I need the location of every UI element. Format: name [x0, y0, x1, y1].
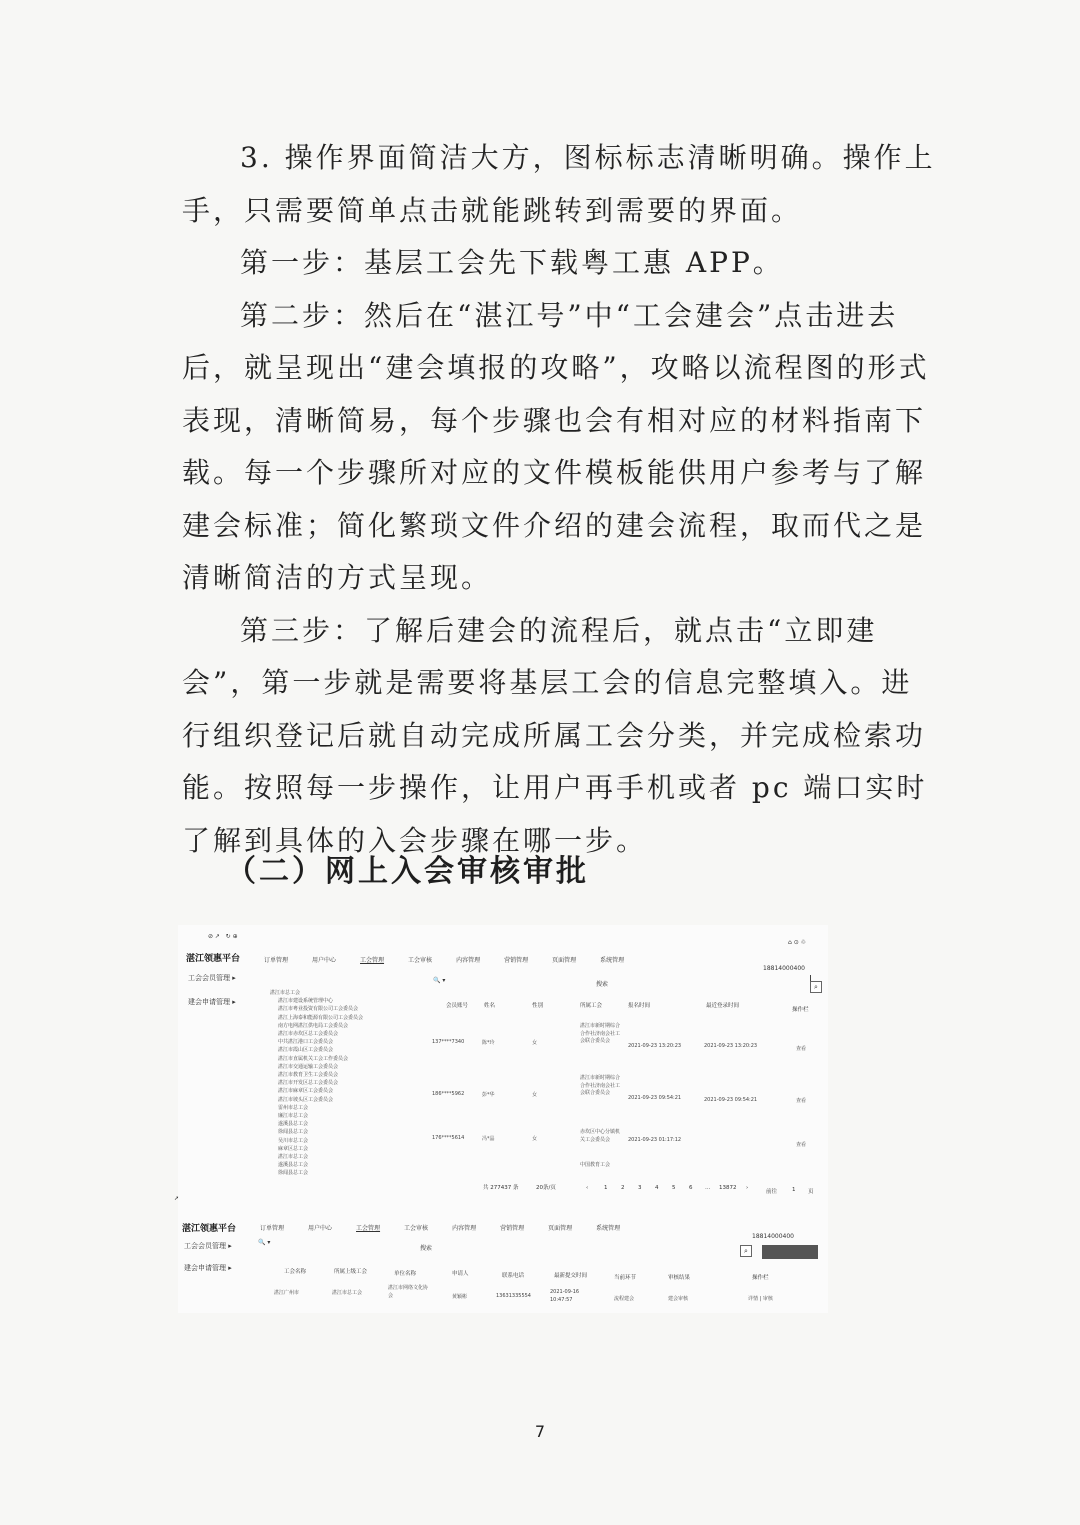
- column-header: 工会名称: [284, 1269, 307, 1275]
- column-header: 操作栏: [792, 1007, 809, 1013]
- nav-item[interactable]: 工会审核: [404, 1225, 429, 1232]
- page-size-select[interactable]: 20条/页: [536, 1185, 556, 1191]
- nav-item[interactable]: 工会审核: [408, 957, 433, 964]
- total-count: 共 277437 条: [483, 1185, 519, 1191]
- search-icon[interactable]: 🔍 ▾: [433, 977, 446, 984]
- cell-login-time: 2021-09-23 09:54:21: [704, 1097, 758, 1103]
- nav-item[interactable]: 系统管理: [600, 957, 625, 964]
- view-link[interactable]: 查看: [796, 1142, 807, 1148]
- cell-apply-time: 2021-09-23 13:20:23: [628, 1043, 682, 1049]
- paragraph-2: 第一步：基层工会先下载粤工惠 APP。: [240, 246, 784, 279]
- search-label: 搜索: [596, 981, 609, 988]
- tree-node[interactable]: 麻章区总工会: [278, 1145, 309, 1152]
- search-button[interactable]: ⌕: [810, 981, 822, 993]
- tree-node[interactable]: 湛江市赤坎区总工会委员会: [278, 1031, 339, 1038]
- tree-node[interactable]: 南方电网湛江供电局工会委员会: [278, 1022, 349, 1029]
- cell-gender: 女: [532, 1092, 538, 1098]
- tree-node[interactable]: 徐闻县总工会: [278, 1170, 309, 1177]
- tree-node[interactable]: 湛江市教育卫生工会委员会: [278, 1072, 339, 1079]
- section-heading: （二）网上入会审核审批: [226, 854, 589, 889]
- tree-node[interactable]: 遂溪县总工会: [278, 1121, 309, 1128]
- tree-node[interactable]: 廉江市总工会: [278, 1113, 309, 1120]
- column-header: 最近登录时间: [706, 1003, 740, 1009]
- next-page-button[interactable]: ›: [746, 1185, 749, 1191]
- column-header: 申请人: [452, 1271, 469, 1277]
- cell-union: 赤坎区中心分镇机关工会委员会: [580, 1129, 621, 1143]
- cell-union-name: 湛江广州市: [274, 1290, 300, 1296]
- page-ellipsis[interactable]: …: [705, 1185, 711, 1191]
- user-phone: 18814000400: [763, 965, 805, 972]
- page-button[interactable]: 4: [655, 1185, 659, 1191]
- tree-node[interactable]: 湛江市总工会: [278, 1154, 309, 1161]
- page-button[interactable]: 13872: [719, 1185, 737, 1191]
- nav-item[interactable]: 页面管理: [548, 1225, 573, 1232]
- cell-union: 中国教育工会: [580, 1162, 611, 1168]
- platform-logo: 湛江领惠平台: [182, 1224, 237, 1234]
- search-button[interactable]: ⌕: [740, 1245, 752, 1257]
- cell-gender: 女: [532, 1040, 538, 1046]
- cursor-icon: ➚: [174, 1195, 180, 1202]
- search-label: 搜索: [420, 1245, 433, 1252]
- cell-union: 湛江市新时期综合合作社济南会社工会联合委员会: [580, 1075, 621, 1096]
- cell-result: 建会审核: [668, 1296, 689, 1302]
- platform-logo: 湛江领惠平台: [186, 954, 241, 964]
- nav-item-active[interactable]: 工会管理: [360, 957, 385, 964]
- page-unit: 页: [808, 1189, 814, 1195]
- user-phone: 18814000400: [752, 1233, 794, 1240]
- top-nav: [260, 1223, 644, 1232]
- top-nav: [264, 955, 648, 964]
- paragraph-3: 第二步：然后在“湛江号”中“工会建会”点击进去后，就呈现出“建会填报的攻略”，攻略以流程图的形式表现，清晰简易，每个步骤也会有相对应的材料指南下载。每一个步骤所对应的文件模板能供用户参考与了解建会标准；简化繁琐文件介绍的建会流程，取而代之是清晰简洁的方式呈现。: [182, 298, 930, 594]
- column-header: 联系电话: [502, 1273, 525, 1279]
- cell-stage: 流程建会: [614, 1296, 635, 1302]
- view-link[interactable]: 查看: [796, 1046, 807, 1052]
- nav-item[interactable]: 订单管理: [264, 957, 289, 964]
- window-icons: ⌂ ⊙ ♲: [788, 939, 807, 946]
- sidebar-item-apply[interactable]: 建会申请管理 ▸: [188, 998, 236, 1006]
- tree-node[interactable]: 遂溪县总工会: [278, 1162, 309, 1169]
- column-header: 最新提交时间: [554, 1273, 588, 1279]
- page-button[interactable]: 3: [638, 1185, 642, 1191]
- cell-apply-time: 2021-09-23 01:17:12: [628, 1137, 682, 1143]
- screenshot-member-list: [174, 925, 828, 1215]
- tree-node[interactable]: 湛江市坡头区工会委员会: [278, 1096, 334, 1103]
- cell-account: 137****7340: [432, 1039, 465, 1045]
- nav-item[interactable]: 内容管理: [452, 1225, 477, 1232]
- tree-node[interactable]: 雷州市总工会: [278, 1104, 309, 1111]
- nav-item[interactable]: 系统管理: [596, 1225, 621, 1232]
- filter-bar[interactable]: [762, 1245, 818, 1259]
- column-header: 单位名称: [394, 1271, 417, 1277]
- column-header: 审核结果: [668, 1275, 691, 1281]
- tree-node[interactable]: 湛江市总工会: [270, 990, 301, 996]
- cell-account: 176****5614: [432, 1135, 465, 1141]
- cell-phone: 13631335554: [496, 1293, 531, 1299]
- column-header: 会员账号: [446, 1003, 469, 1009]
- sidebar-item-members[interactable]: 工会会员管理 ▸: [184, 1242, 232, 1250]
- body-text: [182, 132, 942, 867]
- tree-node[interactable]: 湛江市粤业投资有限公司工会委员会: [278, 1006, 359, 1013]
- column-header: 姓名: [484, 1003, 496, 1009]
- tree-node[interactable]: 湛江市麻章区工会委员会: [278, 1088, 334, 1095]
- cell-name: 陈*玲: [482, 1040, 495, 1046]
- nav-item[interactable]: 订单管理: [260, 1225, 285, 1232]
- column-header: 性别: [532, 1003, 544, 1009]
- nav-item[interactable]: 用户中心: [308, 1225, 333, 1232]
- nav-item[interactable]: 营销管理: [500, 1225, 525, 1232]
- search-icon[interactable]: 🔍 ▾: [258, 1239, 271, 1246]
- column-header: 所属工会: [580, 1003, 603, 1009]
- tree-node[interactable]: 湛江市霞山区工会委员会: [278, 1047, 334, 1054]
- column-header: 所属上级工会: [334, 1269, 368, 1275]
- view-link[interactable]: 查看: [796, 1098, 807, 1104]
- nav-item[interactable]: 用户中心: [312, 957, 337, 964]
- org-tree: [270, 989, 363, 1178]
- column-header: 报名时间: [628, 1003, 651, 1009]
- row-actions[interactable]: 详情 | 审核: [748, 1296, 773, 1302]
- paragraph-1: 3. 操作界面简洁大方，图标标志清晰明确。操作上手，只需要简单点击就能跳转到需要的界面。: [182, 141, 936, 227]
- cell-apply-time: 2021-09-23 09:54:21: [628, 1095, 682, 1101]
- tree-node[interactable]: 湛江市开发区总工会委员会: [278, 1080, 339, 1087]
- prev-page-button[interactable]: ‹: [586, 1185, 589, 1191]
- cell-gender: 女: [532, 1136, 538, 1142]
- page-number: 7: [534, 1422, 546, 1441]
- goto-label: 前往: [766, 1189, 778, 1195]
- cell-submit-time: 2021-09-16 10:47:57: [550, 1289, 580, 1303]
- page-button[interactable]: 2: [621, 1185, 625, 1191]
- sidebar-item-apply[interactable]: 建会申请管理 ▸: [184, 1264, 232, 1272]
- cell-parent-union: 湛江市总工会: [332, 1290, 363, 1296]
- tree-node[interactable]: 湛江市建设系统管理中心: [278, 998, 334, 1005]
- goto-input[interactable]: 1: [792, 1187, 796, 1193]
- nav-item[interactable]: 营销管理: [504, 957, 529, 964]
- cell-account: 186****5962: [432, 1091, 465, 1097]
- toolbar-icons: ⊘ ↗ ↻ ⊕: [208, 933, 238, 940]
- tree-node[interactable]: 吴川市总工会: [278, 1137, 309, 1144]
- cell-login-time: 2021-09-23 13:20:23: [704, 1043, 758, 1049]
- tree-node[interactable]: 湛江市交通运输工会委员会: [278, 1063, 339, 1070]
- nav-item[interactable]: 页面管理: [552, 957, 577, 964]
- cell-name: 冯*晶: [482, 1136, 495, 1142]
- tree-node[interactable]: 徐闻县总工会: [278, 1129, 309, 1136]
- tree-node[interactable]: 湛江上海泰和能源有限公司工会委员会: [278, 1014, 364, 1021]
- cell-applicant: 黄颖彬: [452, 1294, 468, 1300]
- column-header: 当前环节: [614, 1275, 637, 1281]
- cell-union: 湛江市新时期综合合作社济南会社工会联合委员会: [580, 1023, 621, 1044]
- page-button[interactable]: 1: [604, 1185, 608, 1191]
- screenshot-application-list: [178, 1213, 828, 1313]
- tree-node[interactable]: 湛江市直属机关工会工作委员会: [278, 1055, 349, 1062]
- sidebar-item-members[interactable]: 工会会员管理 ▸: [188, 974, 236, 982]
- cell-name: 彭*华: [482, 1092, 495, 1098]
- column-header: 操作栏: [752, 1275, 769, 1281]
- cell-unit-name: 湛江市网络文化协会: [388, 1285, 429, 1299]
- nav-item-active[interactable]: 工会管理: [356, 1225, 381, 1232]
- paragraph-4: 第三步：了解后建会的流程后，就点击“立即建会”，第一步就是需要将基层工会的信息完整填入。进行组织登记后就自动完成所属工会分类，并完成检索功能。按照每一步操作，让用户再手机或者 pc 端口实时了解到具体的入会步骤在哪一步。: [182, 613, 928, 857]
- page-button[interactable]: 6: [689, 1185, 693, 1191]
- nav-item[interactable]: 内容管理: [456, 957, 481, 964]
- page-button[interactable]: 5: [672, 1185, 676, 1191]
- tree-node[interactable]: 中共湛江港口工会委员会: [278, 1039, 334, 1046]
